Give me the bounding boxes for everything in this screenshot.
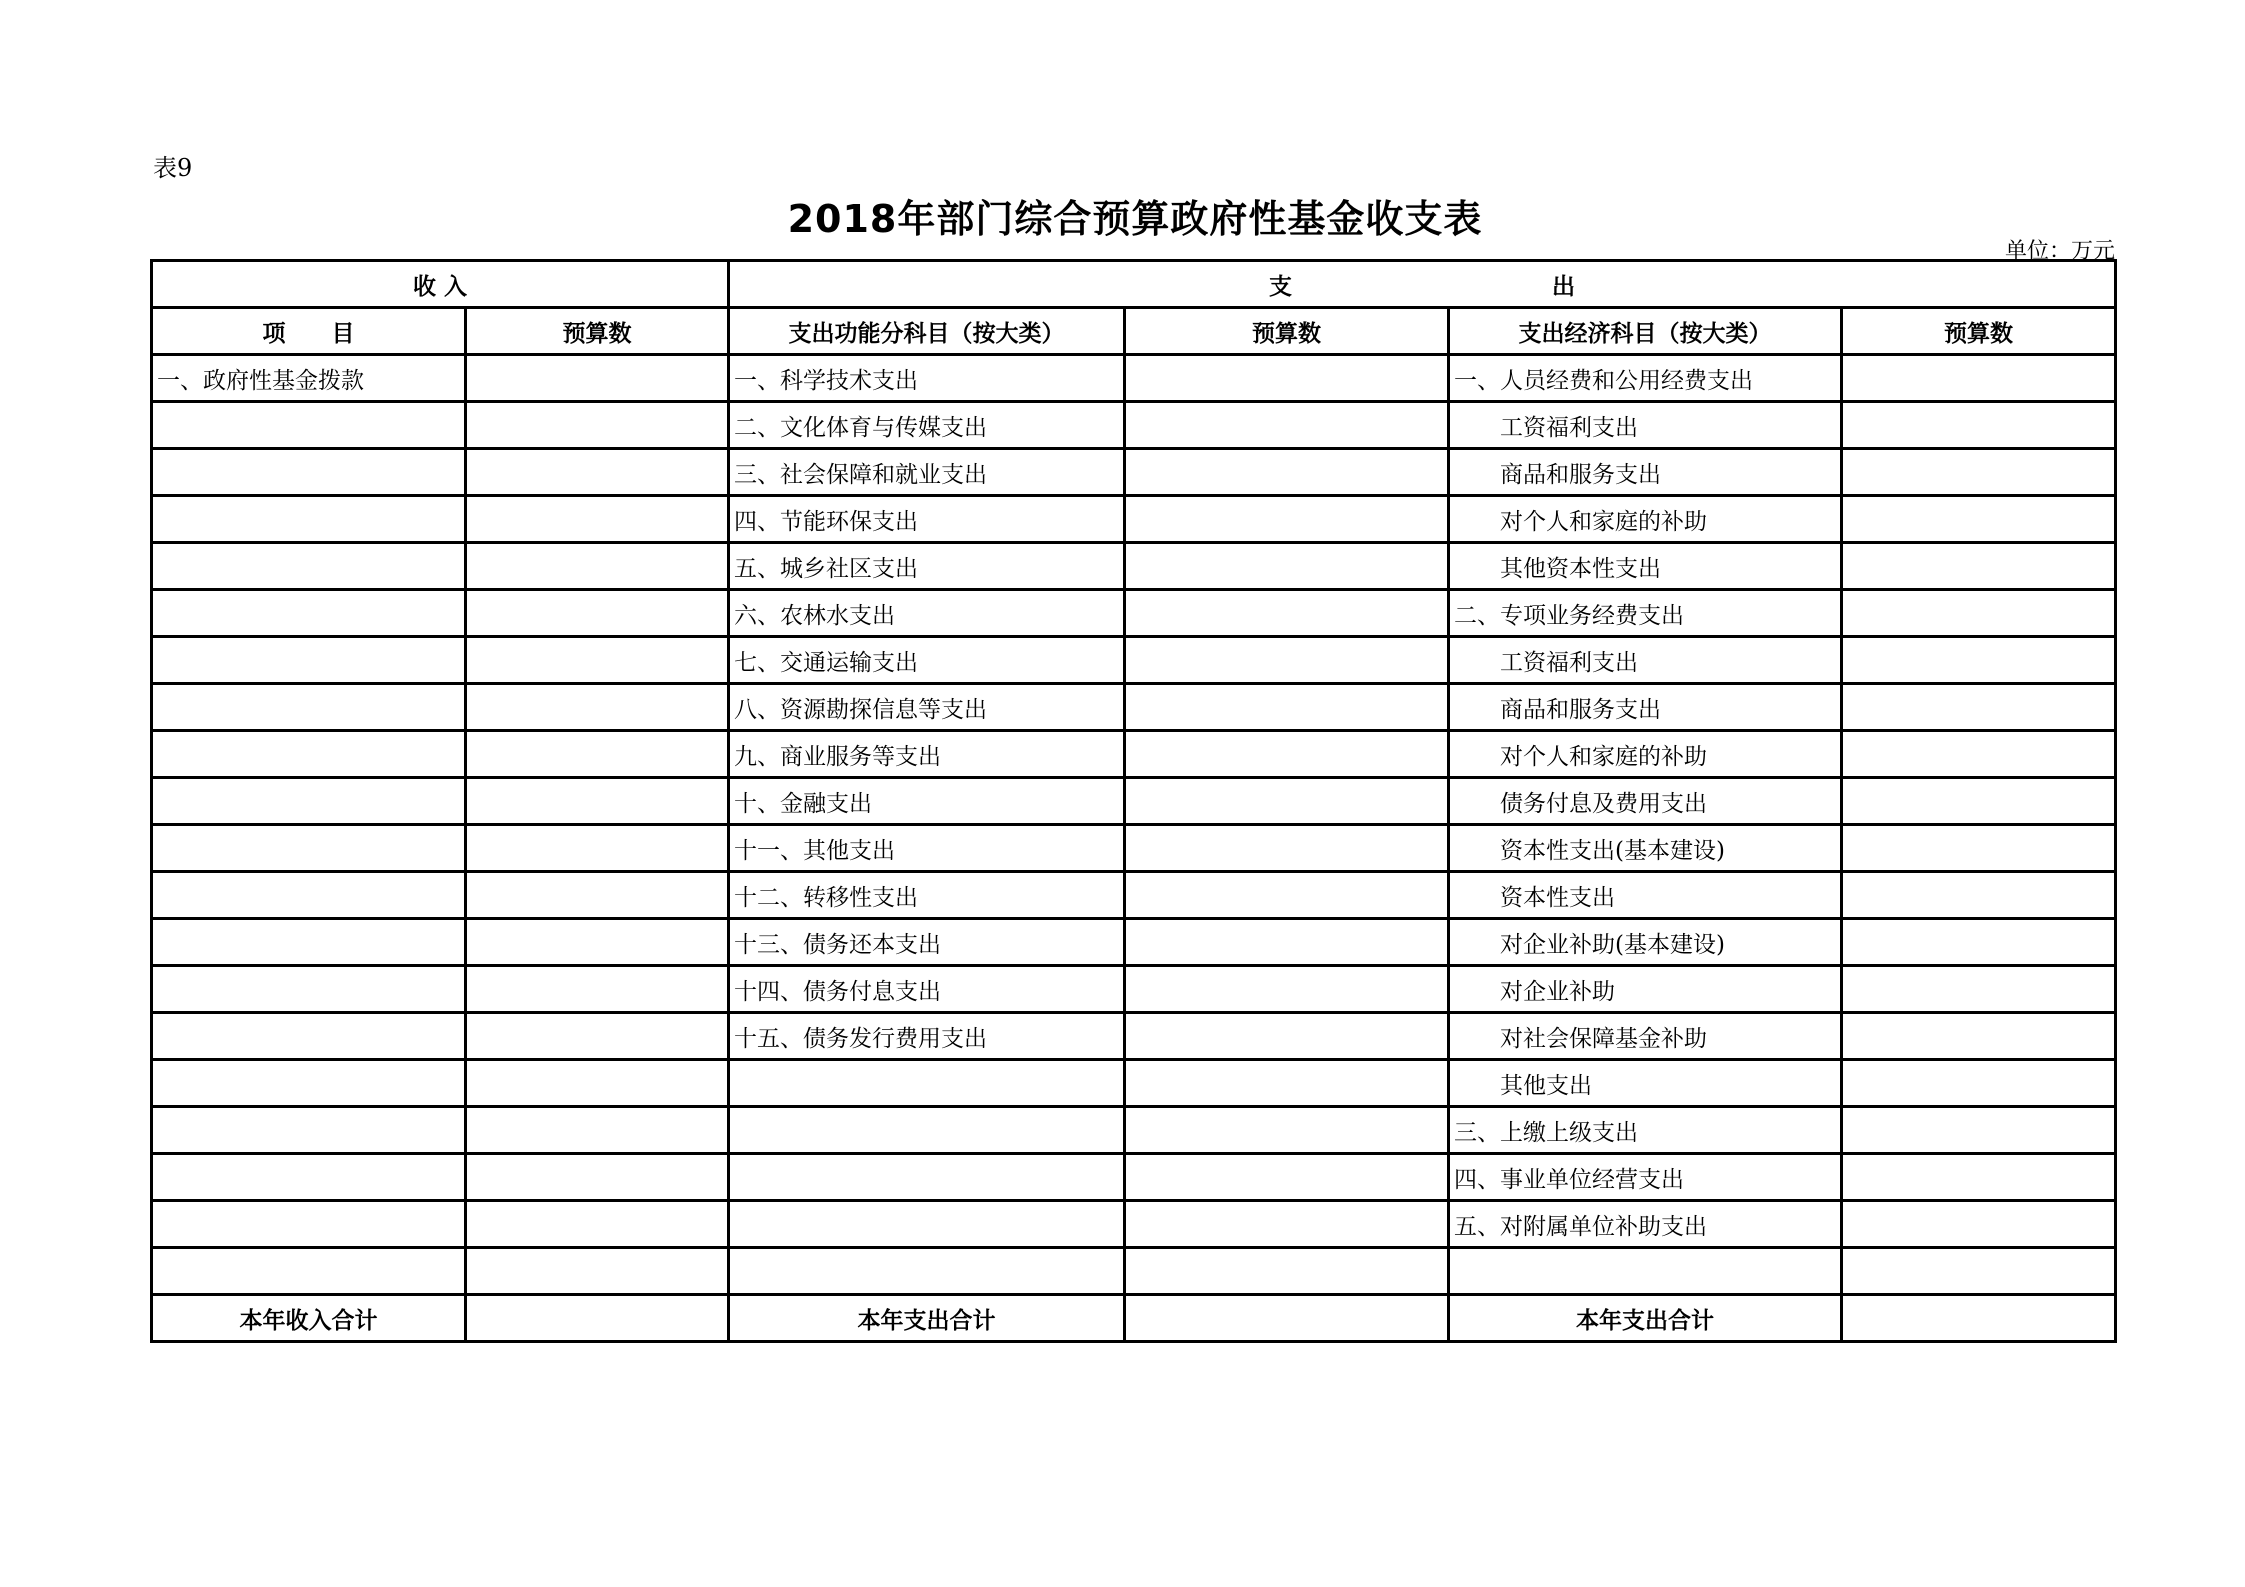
table-row	[152, 590, 2116, 637]
table-row	[152, 1060, 2116, 1107]
econ-subject-cell: 对个人和家庭的补助	[1449, 731, 1842, 778]
table-row	[152, 1248, 2116, 1295]
func-budget-cell	[1125, 1248, 1449, 1295]
econ-budget-cell	[1842, 825, 2116, 872]
func-subject-cell: 十二、转移性支出	[729, 872, 1125, 919]
econ-subject-cell: 四、事业单位经营支出	[1449, 1154, 1842, 1201]
func-subject-cell: 十四、债务付息支出	[729, 966, 1125, 1013]
func-budget-cell	[1125, 966, 1449, 1013]
func-budget-cell	[1125, 684, 1449, 731]
econ-budget-cell	[1842, 1154, 2116, 1201]
func-subject-cell: 七、交通运输支出	[729, 637, 1125, 684]
income-item-cell	[152, 966, 466, 1013]
income-item-cell	[152, 590, 466, 637]
income-budget-cell	[466, 1154, 729, 1201]
econ-subject-cell: 资本性支出(基本建设)	[1449, 825, 1842, 872]
expense-header-left: 支	[1269, 273, 1293, 300]
income-budget-cell	[466, 872, 729, 919]
func-subject-cell: 十五、债务发行费用支出	[729, 1013, 1125, 1060]
func-budget-cell	[1125, 402, 1449, 449]
table-row	[152, 966, 2116, 1013]
table-row	[152, 731, 2116, 778]
econ-budget-cell	[1842, 449, 2116, 496]
func-subject-cell	[729, 1060, 1125, 1107]
econ-budget-cell	[1842, 684, 2116, 731]
income-budget-cell	[466, 496, 729, 543]
table-row	[152, 872, 2116, 919]
income-total-label: 本年收入合计	[152, 1295, 466, 1342]
income-budget-cell	[466, 1107, 729, 1154]
func-budget-cell	[1125, 1154, 1449, 1201]
col-header-econ-budget: 预算数	[1842, 308, 2116, 355]
income-budget-cell	[466, 1201, 729, 1248]
income-budget-cell	[466, 966, 729, 1013]
econ-budget-cell	[1842, 1248, 2116, 1295]
func-expense-total-value	[1125, 1295, 1449, 1342]
econ-budget-cell	[1842, 966, 2116, 1013]
table-row	[152, 825, 2116, 872]
func-budget-cell	[1125, 919, 1449, 966]
econ-budget-cell	[1842, 402, 2116, 449]
econ-subject-cell: 对企业补助	[1449, 966, 1842, 1013]
unit-label: 单位：万元	[2004, 239, 2115, 264]
col-header-func-subject: 支出功能分科目（按大类）	[729, 308, 1125, 355]
income-budget-cell	[466, 731, 729, 778]
income-item-cell	[152, 496, 466, 543]
income-budget-cell	[466, 590, 729, 637]
income-budget-cell	[466, 543, 729, 590]
econ-subject-cell: 对个人和家庭的补助	[1449, 496, 1842, 543]
econ-budget-cell	[1842, 590, 2116, 637]
func-subject-cell: 六、农林水支出	[729, 590, 1125, 637]
income-budget-cell	[466, 825, 729, 872]
econ-budget-cell	[1842, 355, 2116, 402]
func-budget-cell	[1125, 1060, 1449, 1107]
func-subject-cell: 二、文化体育与传媒支出	[729, 402, 1125, 449]
func-budget-cell	[1125, 590, 1449, 637]
table-row	[152, 402, 2116, 449]
econ-subject-cell: 工资福利支出	[1449, 637, 1842, 684]
func-subject-cell: 十、金融支出	[729, 778, 1125, 825]
func-subject-cell: 九、商业服务等支出	[729, 731, 1125, 778]
table-row	[152, 1201, 2116, 1248]
func-budget-cell	[1125, 1107, 1449, 1154]
func-subject-cell: 四、节能环保支出	[729, 496, 1125, 543]
income-budget-cell	[466, 637, 729, 684]
econ-subject-cell: 二、专项业务经费支出	[1449, 590, 1842, 637]
income-budget-cell	[466, 778, 729, 825]
func-subject-cell: 十一、其他支出	[729, 825, 1125, 872]
econ-budget-cell	[1842, 778, 2116, 825]
econ-subject-cell: 三、上缴上级支出	[1449, 1107, 1842, 1154]
table-row	[152, 919, 2116, 966]
econ-expense-total-value	[1842, 1295, 2116, 1342]
func-expense-total-label: 本年支出合计	[729, 1295, 1125, 1342]
func-subject-cell: 八、资源勘探信息等支出	[729, 684, 1125, 731]
econ-budget-cell	[1842, 1107, 2116, 1154]
income-item-cell	[152, 1154, 466, 1201]
income-budget-cell	[466, 1248, 729, 1295]
econ-budget-cell	[1842, 637, 2116, 684]
income-header: 收 入	[152, 261, 729, 308]
func-subject-cell: 三、社会保障和就业支出	[729, 449, 1125, 496]
func-budget-cell	[1125, 731, 1449, 778]
income-item-cell: 一、政府性基金拨款	[152, 355, 466, 402]
income-budget-cell	[466, 684, 729, 731]
income-total-value	[466, 1295, 729, 1342]
econ-subject-cell: 商品和服务支出	[1449, 449, 1842, 496]
col-header-income-budget: 预算数	[466, 308, 729, 355]
func-subject-cell	[729, 1248, 1125, 1295]
income-budget-cell	[466, 402, 729, 449]
income-budget-cell	[466, 1013, 729, 1060]
income-item-cell	[152, 684, 466, 731]
econ-subject-cell: 工资福利支出	[1449, 402, 1842, 449]
table-number: 表9	[153, 154, 193, 182]
expense-header	[729, 261, 2116, 308]
income-item-cell	[152, 919, 466, 966]
income-item-cell	[152, 1201, 466, 1248]
econ-budget-cell	[1842, 496, 2116, 543]
func-budget-cell	[1125, 872, 1449, 919]
table-row	[152, 778, 2116, 825]
econ-expense-total-label: 本年支出合计	[1449, 1295, 1842, 1342]
expense-header-right: 出	[1552, 273, 1576, 300]
income-item-cell	[152, 402, 466, 449]
econ-subject-cell	[1449, 1248, 1842, 1295]
econ-subject-cell: 一、人员经费和公用经费支出	[1449, 355, 1842, 402]
income-item-cell	[152, 731, 466, 778]
econ-budget-cell	[1842, 1201, 2116, 1248]
func-budget-cell	[1125, 1013, 1449, 1060]
page-title: 2018年部门综合预算政府性基金收支表	[787, 197, 1483, 241]
econ-subject-cell: 对企业补助(基本建设)	[1449, 919, 1842, 966]
income-budget-cell	[466, 1060, 729, 1107]
econ-budget-cell	[1842, 1013, 2116, 1060]
income-item-cell	[152, 1248, 466, 1295]
income-item-cell	[152, 872, 466, 919]
func-budget-cell	[1125, 778, 1449, 825]
econ-subject-cell: 其他资本性支出	[1449, 543, 1842, 590]
header-row-top	[152, 261, 2116, 308]
income-budget-cell	[466, 355, 729, 402]
income-item-cell	[152, 449, 466, 496]
func-subject-cell	[729, 1107, 1125, 1154]
table-row	[152, 496, 2116, 543]
econ-subject-cell: 债务付息及费用支出	[1449, 778, 1842, 825]
income-item-cell	[152, 543, 466, 590]
header-row-columns	[152, 308, 2116, 355]
table-row	[152, 355, 2116, 402]
income-item-cell	[152, 825, 466, 872]
table-row	[152, 684, 2116, 731]
income-budget-cell	[466, 919, 729, 966]
income-item-cell	[152, 1107, 466, 1154]
econ-subject-cell: 五、对附属单位补助支出	[1449, 1201, 1842, 1248]
table-row	[152, 1107, 2116, 1154]
func-budget-cell	[1125, 825, 1449, 872]
income-item-cell	[152, 778, 466, 825]
income-budget-cell	[466, 449, 729, 496]
income-item-cell	[152, 1060, 466, 1107]
func-subject-cell: 一、科学技术支出	[729, 355, 1125, 402]
table-body	[152, 355, 2116, 1295]
func-subject-cell	[729, 1201, 1125, 1248]
table-row	[152, 1013, 2116, 1060]
econ-budget-cell	[1842, 919, 2116, 966]
func-budget-cell	[1125, 637, 1449, 684]
col-header-func-budget: 预算数	[1125, 308, 1449, 355]
econ-budget-cell	[1842, 731, 2116, 778]
econ-budget-cell	[1842, 543, 2116, 590]
income-item-cell	[152, 637, 466, 684]
func-budget-cell	[1125, 449, 1449, 496]
econ-budget-cell	[1842, 1060, 2116, 1107]
func-budget-cell	[1125, 355, 1449, 402]
table-row	[152, 543, 2116, 590]
econ-subject-cell: 对社会保障基金补助	[1449, 1013, 1842, 1060]
econ-subject-cell: 资本性支出	[1449, 872, 1842, 919]
econ-budget-cell	[1842, 872, 2116, 919]
func-budget-cell	[1125, 496, 1449, 543]
func-budget-cell	[1125, 543, 1449, 590]
totals-row	[152, 1295, 2116, 1342]
func-subject-cell: 十三、债务还本支出	[729, 919, 1125, 966]
econ-subject-cell: 其他支出	[1449, 1060, 1842, 1107]
income-item-cell	[152, 1013, 466, 1060]
func-subject-cell	[729, 1154, 1125, 1201]
table-row	[152, 1154, 2116, 1201]
func-subject-cell: 五、城乡社区支出	[729, 543, 1125, 590]
econ-subject-cell: 商品和服务支出	[1449, 684, 1842, 731]
col-header-econ-subject: 支出经济科目（按大类）	[1449, 308, 1842, 355]
func-budget-cell	[1125, 1201, 1449, 1248]
table-row	[152, 449, 2116, 496]
budget-table	[150, 259, 2117, 1343]
col-header-item: 项 目	[152, 308, 466, 355]
table-row	[152, 637, 2116, 684]
